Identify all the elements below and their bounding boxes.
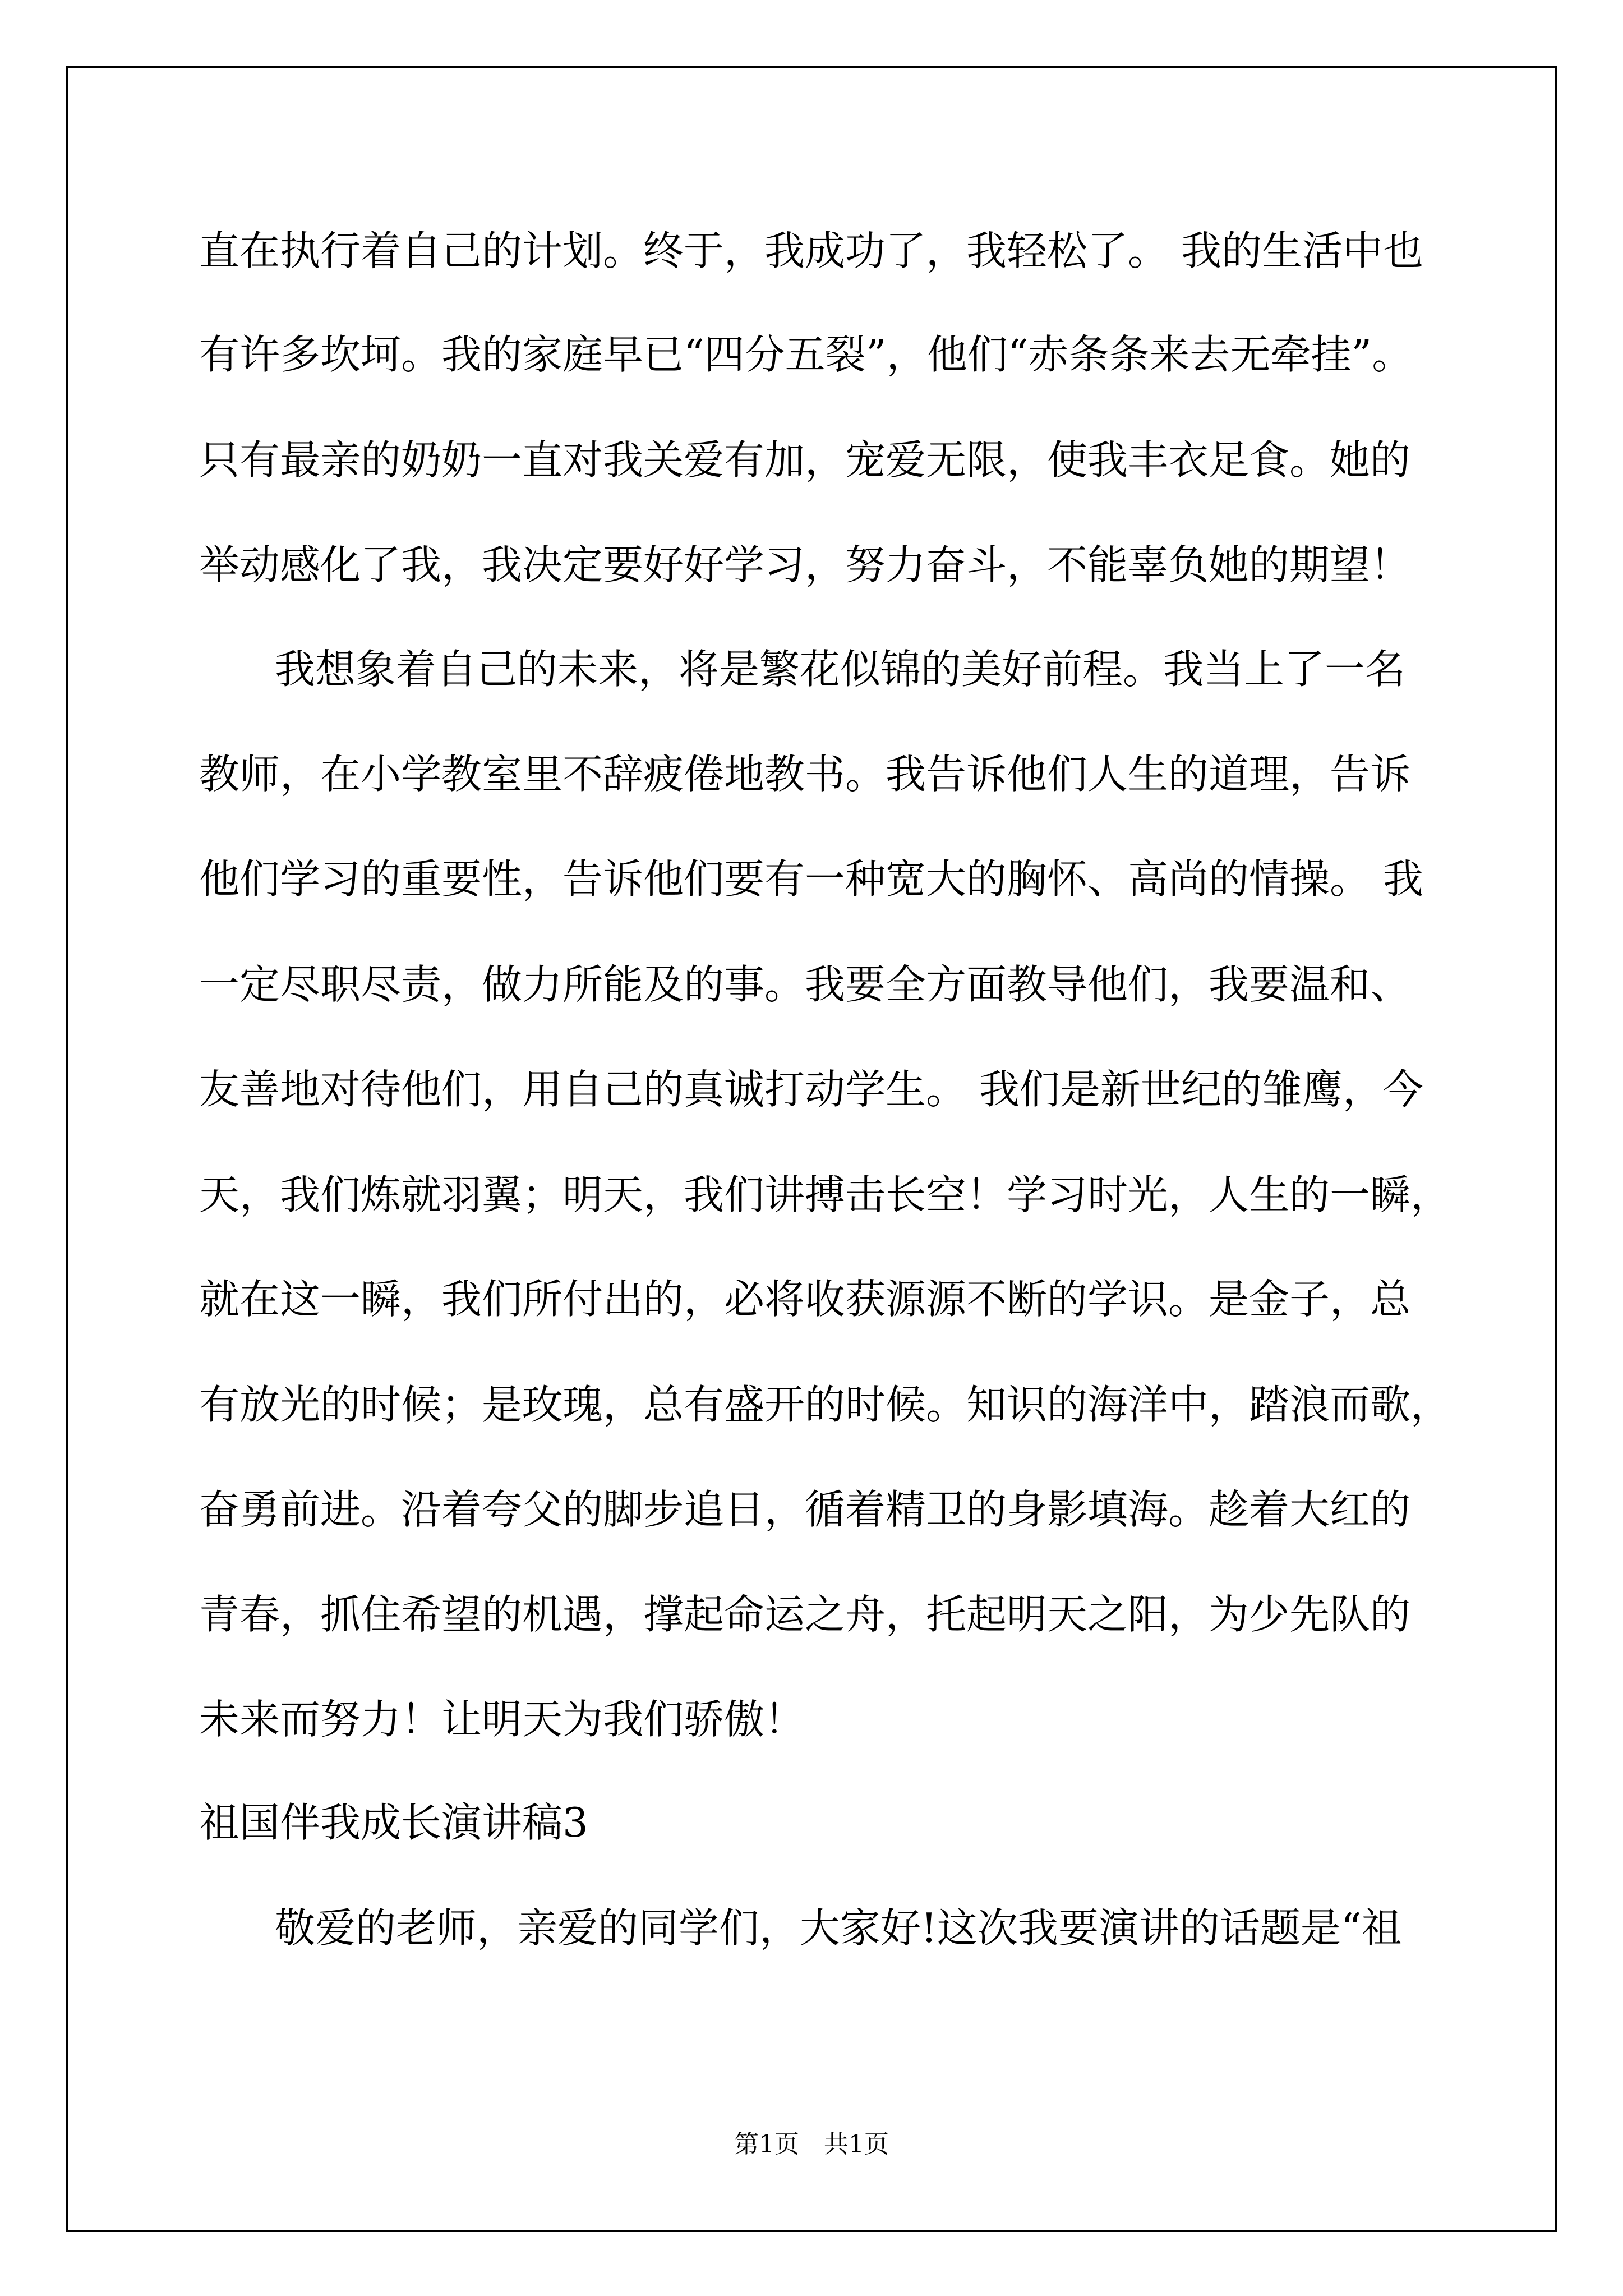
text-line-9: 友善地对待他们，用自己的真诚打动学生。 我们是新世纪的雏鹰，今 bbox=[199, 1066, 1423, 1113]
text-line-7: 他们学习的重要性，告诉他们要有一种宽大的胸怀、高尚的情操。 我 bbox=[199, 855, 1423, 903]
text-line-10: 天，我们炼就羽翼；明天，我们讲搏击长空！学习时光，人生的一瞬， bbox=[199, 1171, 1451, 1218]
text-line-5: 我想象着自己的未来，将是繁花似锦的美好前程。我当上了一名 bbox=[275, 646, 1406, 693]
section-heading: 祖国伴我成长演讲稿3 bbox=[199, 1799, 588, 1846]
text-line-13: 奋勇前进。沿着夸父的脚步追日，循着精卫的身影填海。趁着大红的 bbox=[199, 1486, 1411, 1533]
text-line-17: 敬爱的老师，亲爱的同学们，大家好!这次我要演讲的话题是“祖 bbox=[275, 1904, 1402, 1952]
text-line-1: 直在执行着自己的计划。终于，我成功了，我轻松了。 我的生活中也 bbox=[199, 227, 1423, 274]
text-line-2: 有许多坎坷。我的家庭早已“四分五裂”，他们“赤条条来去无牵挂”。 bbox=[199, 331, 1413, 378]
text-line-6: 教师，在小学教室里不辞疲倦地教书。我告诉他们人生的道理，告诉 bbox=[199, 751, 1411, 798]
text-line-11: 就在这一瞬，我们所付出的，必将收获源源不断的学识。是金子，总 bbox=[199, 1276, 1411, 1323]
text-line-8: 一定尽职尽责，做力所能及的事。我要全方面教导他们，我要温和、 bbox=[199, 961, 1411, 1008]
text-line-4: 举动感化了我，我决定要好好学习，努力奋斗，不能辜负她的期望！ bbox=[199, 541, 1411, 588]
page-number-footer: 第1页 共1页 bbox=[734, 2130, 889, 2159]
text-line-14: 青春，抓住希望的机遇，撑起命运之舟，托起明天之阳，为少先队的 bbox=[199, 1591, 1411, 1638]
text-line-12: 有放光的时候；是玫瑰，总有盛开的时候。知识的海洋中，踏浪而歌， bbox=[199, 1381, 1451, 1428]
text-line-3: 只有最亲的奶奶一直对我关爱有加，宠爱无限，使我丰衣足食。她的 bbox=[199, 436, 1411, 484]
text-line-15: 未来而努力！让明天为我们骄傲！ bbox=[199, 1696, 805, 1743]
